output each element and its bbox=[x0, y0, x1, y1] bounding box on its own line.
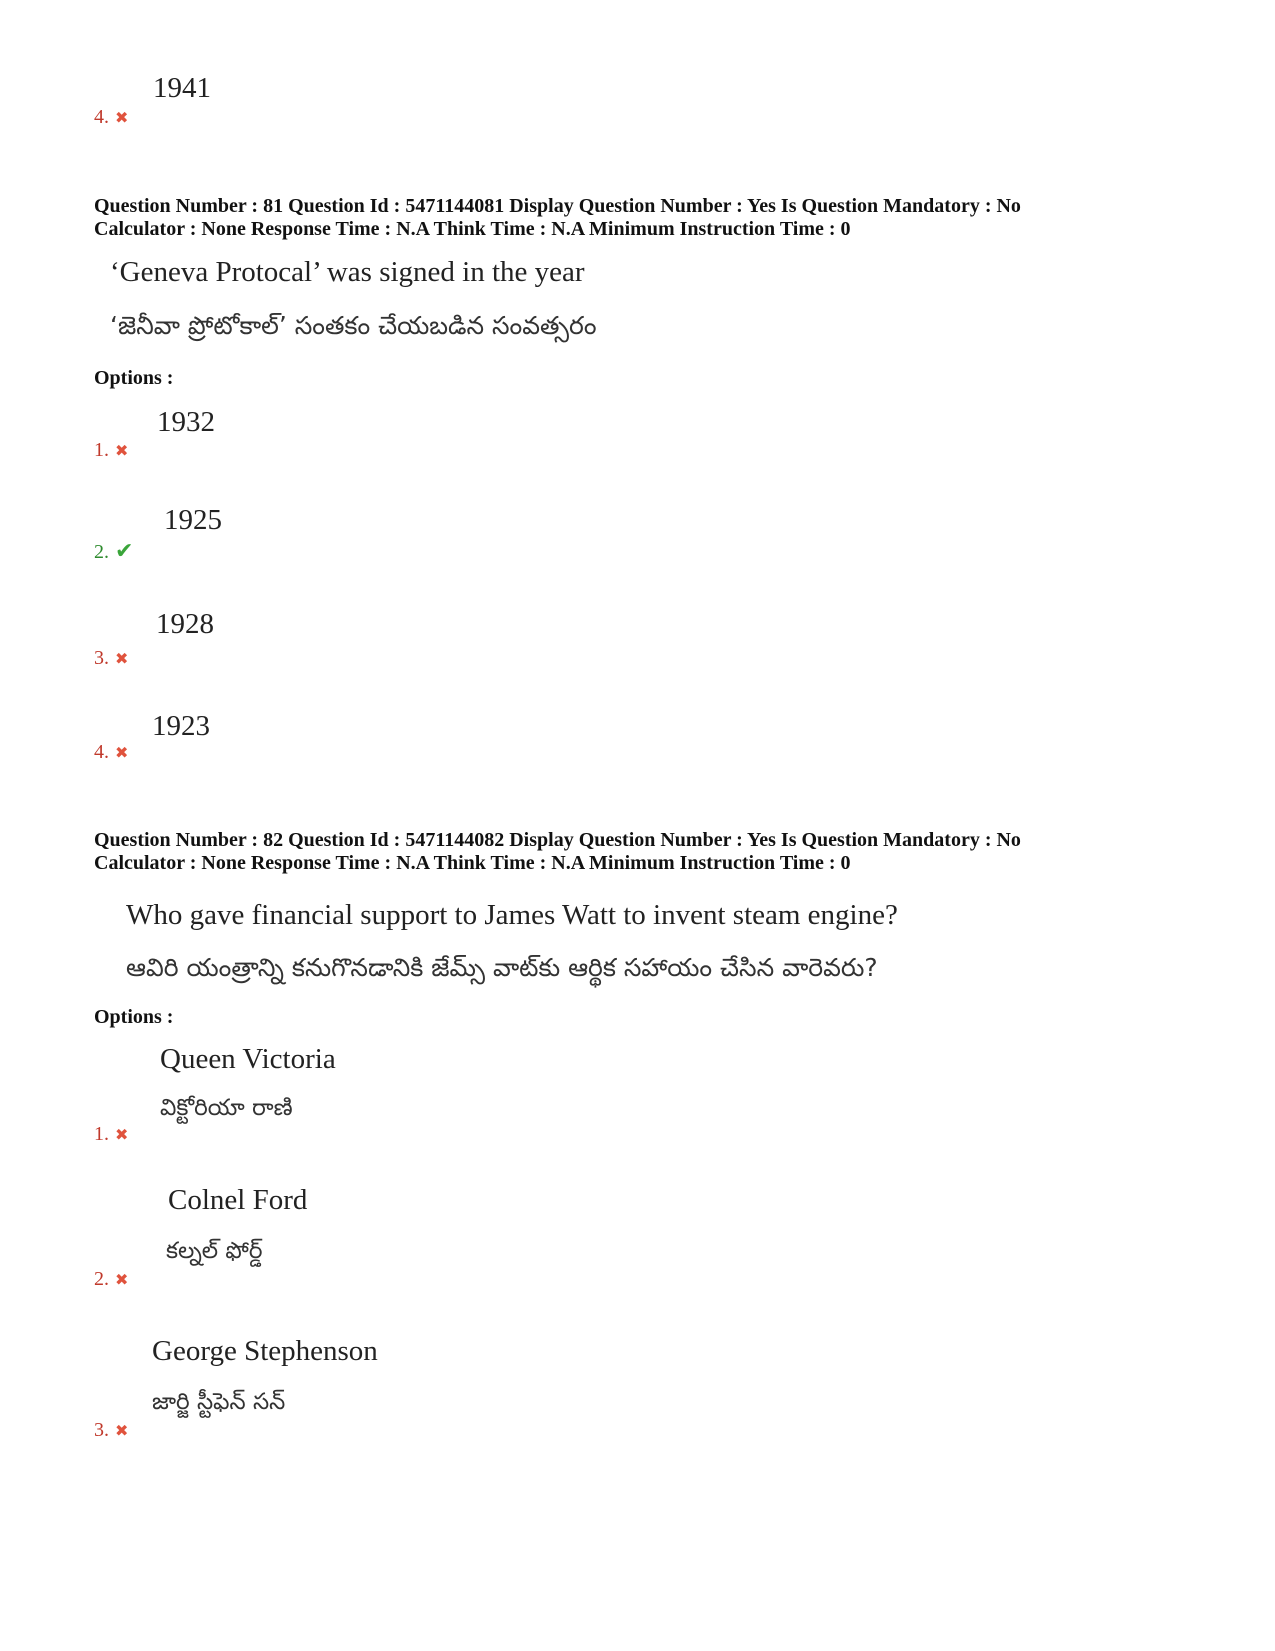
cross-icon: ✖ bbox=[115, 443, 129, 460]
cross-icon: ✖ bbox=[115, 1423, 129, 1440]
cross-icon: ✖ bbox=[115, 745, 129, 762]
option-number-label: 4. bbox=[94, 741, 109, 763]
question-meta-line1: Question Number : 81 Question Id : 5471144081 Display Question Number : Yes Is Question Mandatory : No bbox=[94, 195, 1021, 217]
question-text-en: ‘Geneva Protocal’ was signed in the year bbox=[110, 256, 585, 288]
option-answer-text: 1928 bbox=[156, 608, 214, 640]
cross-icon: ✖ bbox=[115, 110, 129, 127]
question-meta-line2: Calculator : None Response Time : N.A Think Time : N.A Minimum Instruction Time : 0 bbox=[94, 852, 851, 874]
option-answer-text: 1925 bbox=[164, 504, 222, 536]
option-number-label: 1. bbox=[94, 439, 109, 461]
option-number-label: 4. bbox=[94, 106, 109, 128]
option-answer-text: Queen Victoria bbox=[160, 1043, 336, 1075]
check-icon: ✔ bbox=[115, 538, 134, 563]
option-number bbox=[94, 538, 133, 564]
option-answer-text-te: కల్నల్ ఫోర్డ్ bbox=[166, 1238, 263, 1264]
option-answer-text: 1932 bbox=[157, 406, 215, 438]
option-number bbox=[94, 741, 128, 764]
option-answer-text-te: విక్టోరియా రాణి bbox=[160, 1095, 293, 1121]
cross-icon: ✖ bbox=[115, 1272, 129, 1289]
options-label: Options : bbox=[94, 1006, 174, 1028]
option-number bbox=[94, 1268, 128, 1291]
option-number bbox=[94, 647, 128, 670]
question-text-te: ఆవిరి యంత్రాన్ని కనుగొనడానికి జేమ్స్ వాట్‌కు ఆర్థిక సహాయం చేసిన వారెవరు? bbox=[126, 953, 878, 982]
option-number-label: 3. bbox=[94, 647, 109, 669]
question-text-en: Who gave financial support to James Watt to invent steam engine? bbox=[126, 899, 898, 931]
option-number bbox=[94, 106, 128, 129]
option-number-label: 1. bbox=[94, 1123, 109, 1145]
option-number bbox=[94, 1123, 128, 1146]
question-meta-line1: Question Number : 82 Question Id : 5471144082 Display Question Number : Yes Is Question Mandatory : No bbox=[94, 829, 1021, 851]
option-answer-text: George Stephenson bbox=[152, 1335, 378, 1367]
question-meta-line2: Calculator : None Response Time : N.A Think Time : N.A Minimum Instruction Time : 0 bbox=[94, 218, 851, 240]
option-number bbox=[94, 1419, 128, 1442]
option-answer-text: 1923 bbox=[152, 710, 210, 742]
option-answer-text: 1941 bbox=[153, 72, 211, 104]
option-number-label: 3. bbox=[94, 1419, 109, 1441]
option-number-label: 2. bbox=[94, 1268, 109, 1290]
question-text-te: ‘జెనీవా ప్రోటోకాల్’ సంతకం చేయబడిన సంవత్సరం bbox=[110, 311, 597, 340]
option-number bbox=[94, 439, 128, 462]
option-answer-text: Colnel Ford bbox=[168, 1184, 308, 1216]
cross-icon: ✖ bbox=[115, 1127, 129, 1144]
cross-icon: ✖ bbox=[115, 651, 129, 668]
options-label: Options : bbox=[94, 367, 174, 389]
option-answer-text-te: జార్జి స్టీఫెన్ సన్ bbox=[152, 1389, 286, 1415]
option-number-label: 2. bbox=[94, 541, 109, 563]
